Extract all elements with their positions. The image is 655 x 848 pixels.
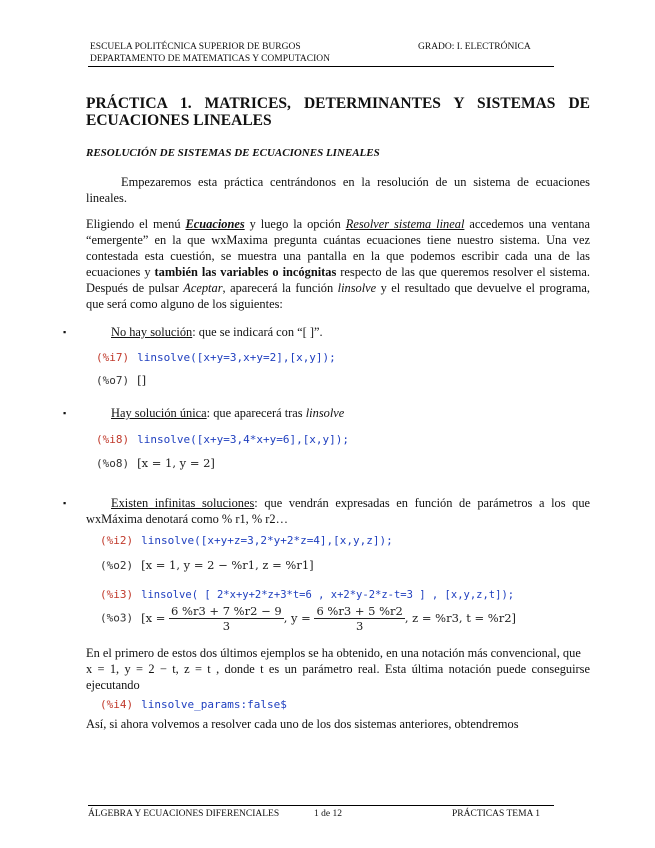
o3-pre: [x =: [141, 610, 166, 625]
label-o7: (%o7): [96, 374, 130, 387]
footer-page-number: 1 de 12: [314, 809, 342, 819]
label-o3: (%o3): [100, 611, 134, 625]
footer-course: ÁLGEBRA Y ECUACIONES DIFERENCIALES: [88, 809, 280, 819]
o3-den2: 3: [355, 619, 364, 633]
cmd-i4: linsolve_params:false$: [141, 698, 287, 711]
bullet1-underline: No hay solución: [111, 325, 193, 339]
p2-bold: también las variables o incógnitas: [154, 265, 337, 279]
header-degree: GRADO: I. ELECTRÓNICA: [418, 42, 531, 52]
p2-a: Eligiendo el menú: [86, 217, 186, 231]
bullet-marker-1: ▪: [63, 327, 67, 337]
bullet3-text: : que vendrán expresadas en función de parámetros a los que wxMáxima denotará como % r1, % r2…: [86, 496, 591, 526]
o3-fraction-x: [169, 604, 284, 633]
input-cell-i2: [100, 531, 393, 549]
paragraph-menu-instructions: [86, 216, 590, 312]
cmd-i2: linsolve([x+y+z=3,2*y+2*z=4],[x,y,z]);: [141, 534, 393, 547]
cmd-i8: linsolve([x+y=3,4*x+y=6],[x,y]);: [137, 433, 350, 446]
o3-num1: 6 %r3 + 7 %r2 − 9: [171, 604, 282, 618]
input-cell-i7: [96, 348, 336, 366]
option-resolver-sistema-lineal: Resolver sistema lineal: [345, 217, 465, 231]
bullet-marker-2: ▪: [63, 408, 67, 418]
output-cell-o8: [96, 454, 215, 472]
bullet-unique-solution: [111, 405, 344, 421]
label-i8: (%i8): [96, 433, 130, 446]
o3-mid: , y =: [283, 610, 311, 625]
paragraph-resolve-again: Así, si ahora volvemos a resolver cada uno de los dos sistemas anteriores, obtendremos: [86, 717, 519, 731]
intro-paragraph: Empezaremos esta práctica centrándonos en la resolución de un sistema de ecuaciones lineales.: [86, 175, 590, 205]
result-o8: [x = 1, y = 2]: [137, 456, 215, 470]
p3-line-b: x = 1, y = 2 − t, z = t , donde t es un parámetro real. Esta última notación puede conseguirse ejecutando: [86, 662, 590, 692]
header-school: [90, 41, 330, 65]
p2-b: y luego la opción: [244, 217, 346, 231]
o3-den1: 3: [222, 619, 231, 633]
label-i4: (%i4): [100, 698, 134, 711]
footer-practice: PRÁCTICAS TEMA 1: [452, 809, 540, 819]
label-i3: (%i3): [100, 588, 134, 601]
o3-fraction-y: [314, 604, 404, 633]
page-title-line2: ECUACIONES LINEALES: [86, 112, 272, 129]
p2-e: , aparecerá la función: [222, 281, 338, 295]
o3-num2: 6 %r3 + 5 %r2: [316, 604, 403, 618]
cmd-i3: linsolve( [ 2*x+y+2*z+3*t=6 , x+2*y-2*z-t=3 ] , [x,y,z,t]);: [141, 589, 515, 601]
bullet-marker-3: ▪: [63, 498, 67, 508]
cmd-i7: linsolve([x+y=3,x+y=2],[x,y]);: [137, 351, 336, 364]
bullet2-text: : que aparecerá tras: [206, 406, 306, 420]
bullet3-underline: Existen infinitas soluciones: [111, 496, 255, 510]
label-o2: (%o2): [100, 559, 134, 572]
p2-accept: Aceptar: [183, 281, 223, 295]
bullet2-underline: Hay solución única: [111, 406, 207, 420]
output-cell-o3: [100, 604, 516, 633]
p2-d: respecto de las que queremos resolver el sistema. Después de pulsar: [86, 265, 590, 295]
result-o3: [141, 604, 516, 633]
menu-ecuaciones: Ecuaciones: [185, 217, 245, 231]
bullet2-italic: linsolve: [305, 406, 345, 420]
p2-func: linsolve: [337, 281, 377, 295]
result-o7: []: [137, 373, 147, 387]
p2-c: accedemos una ventana “emergente” en la que wxMaxima pregunta cuántas ecuaciones tiene nuestro sistema. Una vez contestada esta cuestión, se muestra una pantalla en la que podemos escribir cada una de las ecuaciones y: [86, 217, 590, 279]
label-i2: (%i2): [100, 534, 134, 547]
input-cell-i4: [100, 695, 287, 713]
input-cell-i8: [96, 430, 349, 448]
paragraph-notation: [86, 645, 590, 693]
label-o8: (%o8): [96, 457, 130, 470]
bullet-infinite-solutions: [86, 495, 590, 527]
footer-rule: [88, 805, 554, 806]
input-cell-i3: [100, 585, 514, 603]
header-school-line2: DEPARTAMENTO DE MATEMATICAS Y COMPUTACION: [90, 54, 331, 64]
bullet1-text: : que se indicará con “[ ]”.: [192, 325, 323, 339]
section-subtitle: RESOLUCIÓN DE SISTEMAS DE ECUACIONES LINEALES: [86, 147, 380, 159]
o3-post: , z = %r3, t = %r2]: [404, 610, 516, 625]
p2-f: y el resultado que devuelve el programa, que será como alguno de los siguientes:: [86, 281, 590, 311]
header-rule: [88, 66, 554, 67]
p3-line-a: En el primero de estos dos últimos ejemplos se ha obtenido, en una notación más convencional, que: [86, 646, 581, 660]
bullet-no-solution: [111, 324, 323, 340]
result-o2: [x = 1, y = 2 − %r1, z = %r1]: [141, 558, 314, 572]
header-school-line1: ESCUELA POLITÉCNICA SUPERIOR DE BURGOS: [90, 42, 301, 52]
output-cell-o2: [100, 556, 314, 574]
page-title-line1: PRÁCTICA 1. MATRICES, DETERMINANTES Y SISTEMAS DE: [86, 95, 590, 112]
output-cell-o7: [96, 371, 146, 389]
label-i7: (%i7): [96, 351, 130, 364]
